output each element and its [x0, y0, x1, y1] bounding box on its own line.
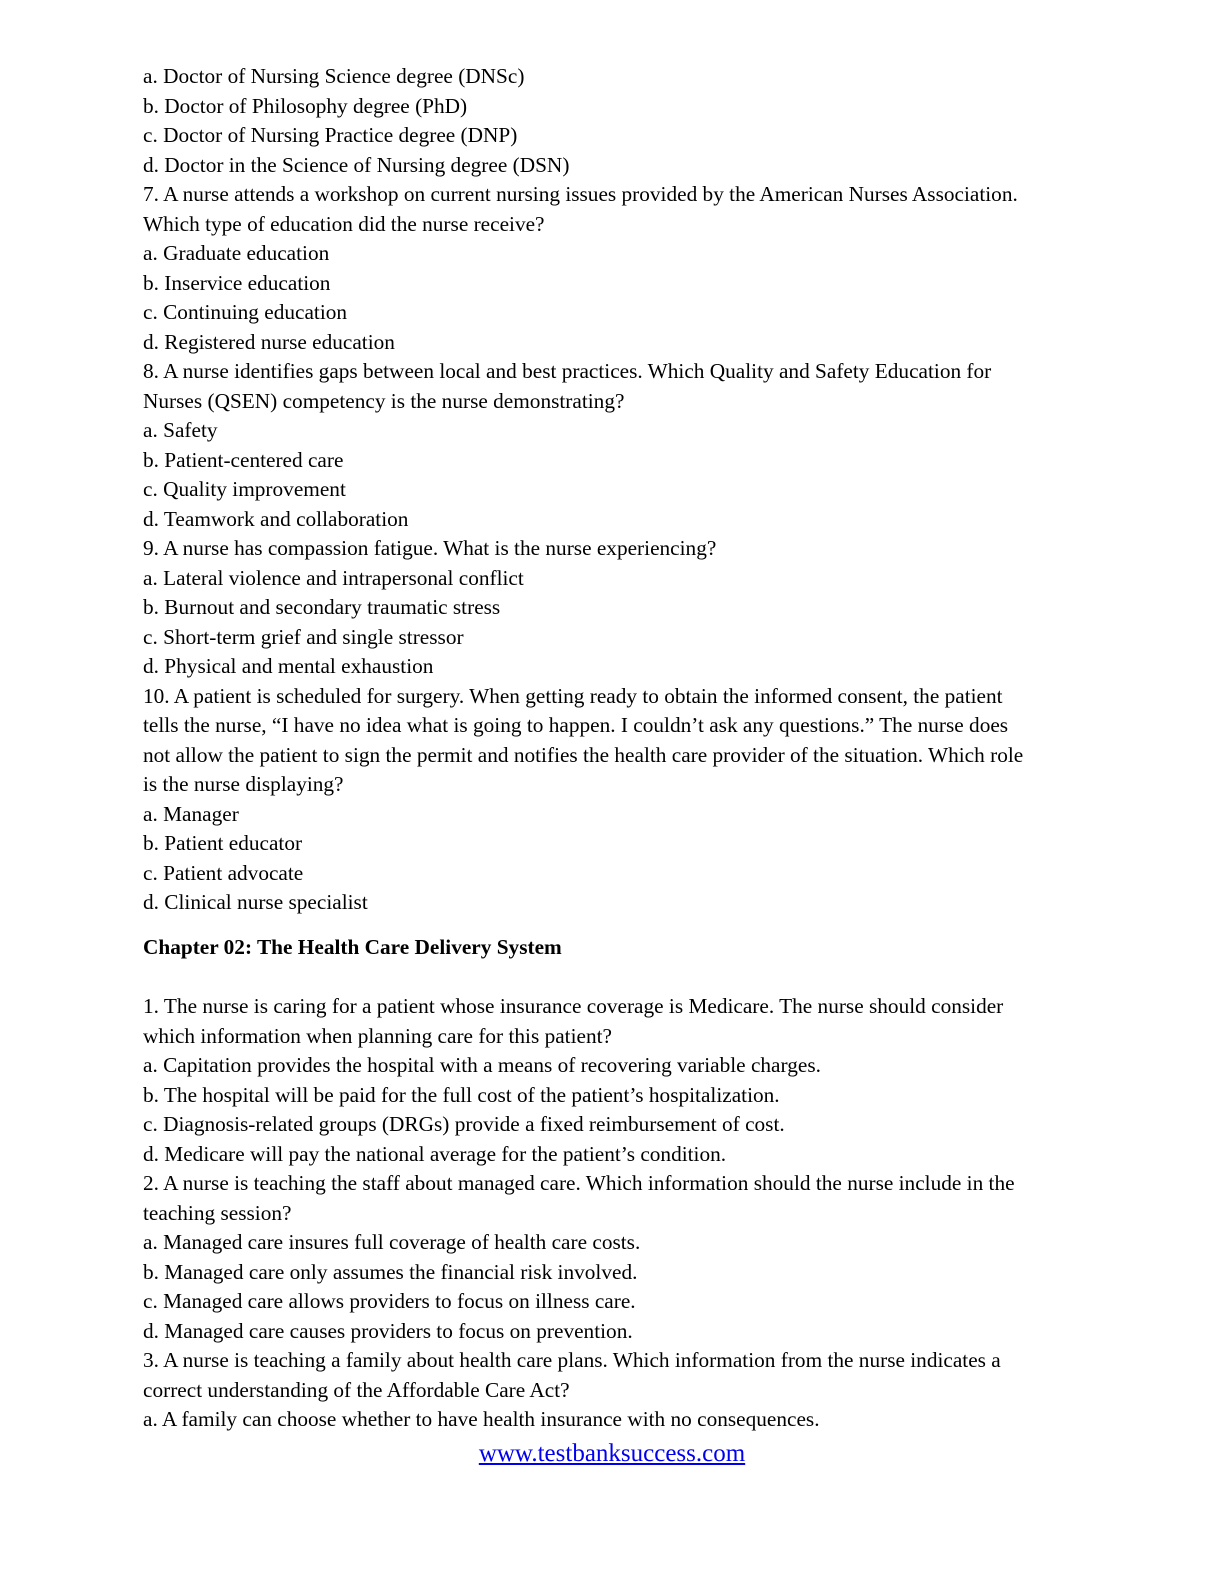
question-stem: Nurses (QSEN) competency is the nurse demonstrating? [143, 388, 625, 413]
option-a: a. Lateral violence and intrapersonal conflict [143, 565, 524, 590]
continued-question-options [143, 62, 1143, 180]
question-8 [143, 357, 1143, 534]
question-stem: 10. A patient is scheduled for surgery. When getting ready to obtain the informed consent, the patient [143, 683, 1003, 708]
question-stem: Which type of education did the nurse receive? [143, 211, 545, 236]
question-stem: is the nurse displaying? [143, 772, 344, 796]
option-d: d. Clinical nurse specialist [143, 890, 368, 914]
question-stem: 1. The nurse is caring for a patient whose insurance coverage is Medicare. The nurse should consider [143, 994, 1004, 1018]
option-b: b. Doctor of Philosophy degree (PhD) [143, 93, 468, 118]
option-b: b. The hospital will be paid for the full cost of the patient’s hospitalization. [143, 1082, 780, 1107]
option-a: a. Capitation provides the hospital with a means of recovering variable charges. [143, 1053, 821, 1077]
question-stem: which information when planning care for this patient? [143, 1023, 612, 1048]
question-stem: teaching session? [143, 1200, 292, 1225]
option-a: a. Safety [143, 418, 218, 442]
question-stem: 9. A nurse has compassion fatigue. What is the nurse experiencing? [143, 536, 717, 560]
option-d: d. Registered nurse education [143, 329, 395, 354]
option-d: d. Teamwork and collaboration [143, 506, 409, 531]
option-b: b. Patient educator [143, 831, 303, 855]
option-b: b. Inservice education [143, 270, 331, 295]
question-stem: 7. A nurse attends a workshop on current nursing issues provided by the American Nurses Association. [143, 182, 1018, 206]
option-a: a. Graduate education [143, 241, 330, 265]
option-c: c. Doctor of Nursing Practice degree (DNP) [143, 123, 518, 147]
chapter2-question-1 [143, 992, 1143, 1169]
question-stem: correct understanding of the Affordable Care Act? [143, 1377, 570, 1402]
option-a: a. Manager [143, 801, 239, 826]
option-d: d. Physical and mental exhaustion [143, 654, 434, 678]
question-stem: 2. A nurse is teaching the staff about managed care. Which information should the nurse include in the [143, 1171, 1015, 1195]
question-stem: 8. A nurse identifies gaps between local and best practices. Which Quality and Safety Education for [143, 359, 992, 383]
option-c: c. Quality improvement [143, 477, 346, 501]
option-b: b. Burnout and secondary traumatic stress [143, 595, 501, 619]
question-7 [143, 180, 1143, 357]
option-c: c. Managed care allows providers to focus on illness care. [143, 1289, 636, 1313]
option-a: a. Managed care insures full coverage of health care costs. [143, 1230, 641, 1254]
option-b: b. Patient-centered care [143, 447, 344, 472]
question-10 [143, 682, 1143, 918]
option-c: c. Continuing education [143, 300, 348, 324]
chapter2-question-2 [143, 1169, 1143, 1346]
option-d: d. Doctor in the Science of Nursing degree (DSN) [143, 152, 570, 177]
option-a: a. A family can choose whether to have health insurance with no consequences. [143, 1407, 820, 1431]
option-b: b. Managed care only assumes the financial risk involved. [143, 1259, 638, 1284]
chapter2-question-3 [143, 1346, 1143, 1435]
option-c: c. Patient advocate [143, 860, 304, 885]
option-a: a. Doctor of Nursing Science degree (DNSc) [143, 64, 525, 88]
option-d: d. Medicare will pay the national average for the patient’s condition. [143, 1141, 727, 1166]
website-link[interactable]: www.testbanksuccess.com [478, 1440, 746, 1467]
question-stem: not allow the patient to sign the permit and notifies the health care provider of the situation. Which role [143, 742, 1024, 767]
footer [0, 1438, 1224, 1470]
question-stem: tells the nurse, “I have no idea what is going to happen. I couldn’t ask any questions.” The nurse does [143, 713, 1009, 737]
chapter-heading: Chapter 02: The Health Care Delivery System [143, 934, 562, 959]
option-c: c. Short-term grief and single stressor [143, 624, 464, 649]
question-stem: 3. A nurse is teaching a family about health care plans. Which information from the nurse indicates a [143, 1348, 1001, 1372]
page-content [143, 62, 1143, 1435]
option-d: d. Managed care causes providers to focus on prevention. [143, 1318, 633, 1343]
question-9 [143, 534, 1143, 682]
option-c: c. Diagnosis-related groups (DRGs) provide a fixed reimbursement of cost. [143, 1112, 785, 1136]
